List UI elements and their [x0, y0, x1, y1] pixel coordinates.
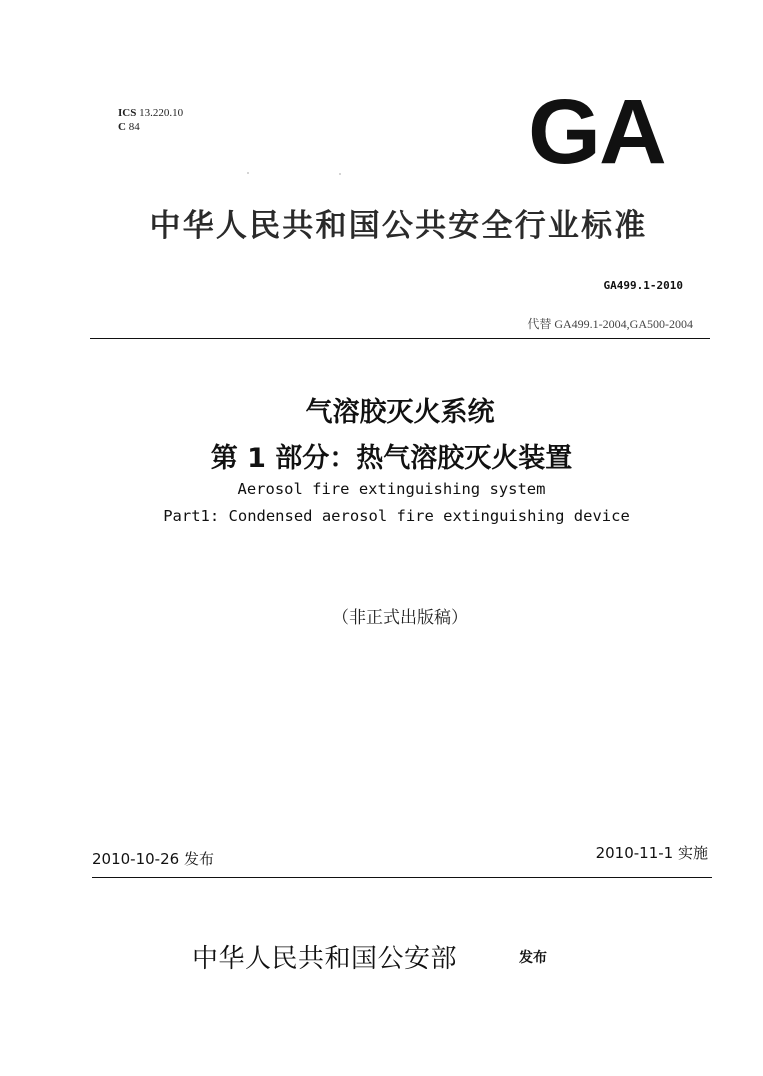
ccs-label: C	[118, 121, 126, 133]
issue-date: 2010-10-26 发布	[92, 850, 214, 868]
header-divider	[90, 338, 710, 339]
implementation-date: 2010-11-1 实施	[595, 844, 708, 862]
ccs-code	[118, 120, 183, 134]
main-title-cn: 气溶胶灭火系统	[305, 397, 495, 428]
main-title-en: Aerosol fire extinguishing system	[237, 480, 546, 498]
ics-code	[118, 106, 183, 120]
classification-codes	[118, 106, 183, 134]
ccs-value: 84	[128, 121, 140, 133]
footer-divider	[92, 877, 712, 878]
scan-speck	[247, 172, 249, 174]
standard-category-title: 中华人民共和国公共安全行业标准	[149, 208, 648, 244]
issuing-action: 发布	[519, 950, 547, 966]
ga-logo: GA	[528, 81, 665, 183]
ics-value: 13.220.10	[139, 107, 184, 119]
part-title-cn: 第 1 部分：热气溶胶灭火装置	[210, 443, 573, 474]
part-title-en: Part1: Condensed aerosol fire extinguishing device	[163, 507, 630, 525]
standard-number: GA499.1-2010	[603, 279, 683, 292]
replaces-standards: 代替 GA499.1-2004,GA500-2004	[527, 317, 693, 331]
scan-speck	[339, 173, 341, 175]
draft-note: （非正式出版稿）	[332, 608, 468, 628]
ics-label: ICS	[118, 107, 137, 119]
issuing-authority: 中华人民共和国公安部	[192, 944, 458, 974]
